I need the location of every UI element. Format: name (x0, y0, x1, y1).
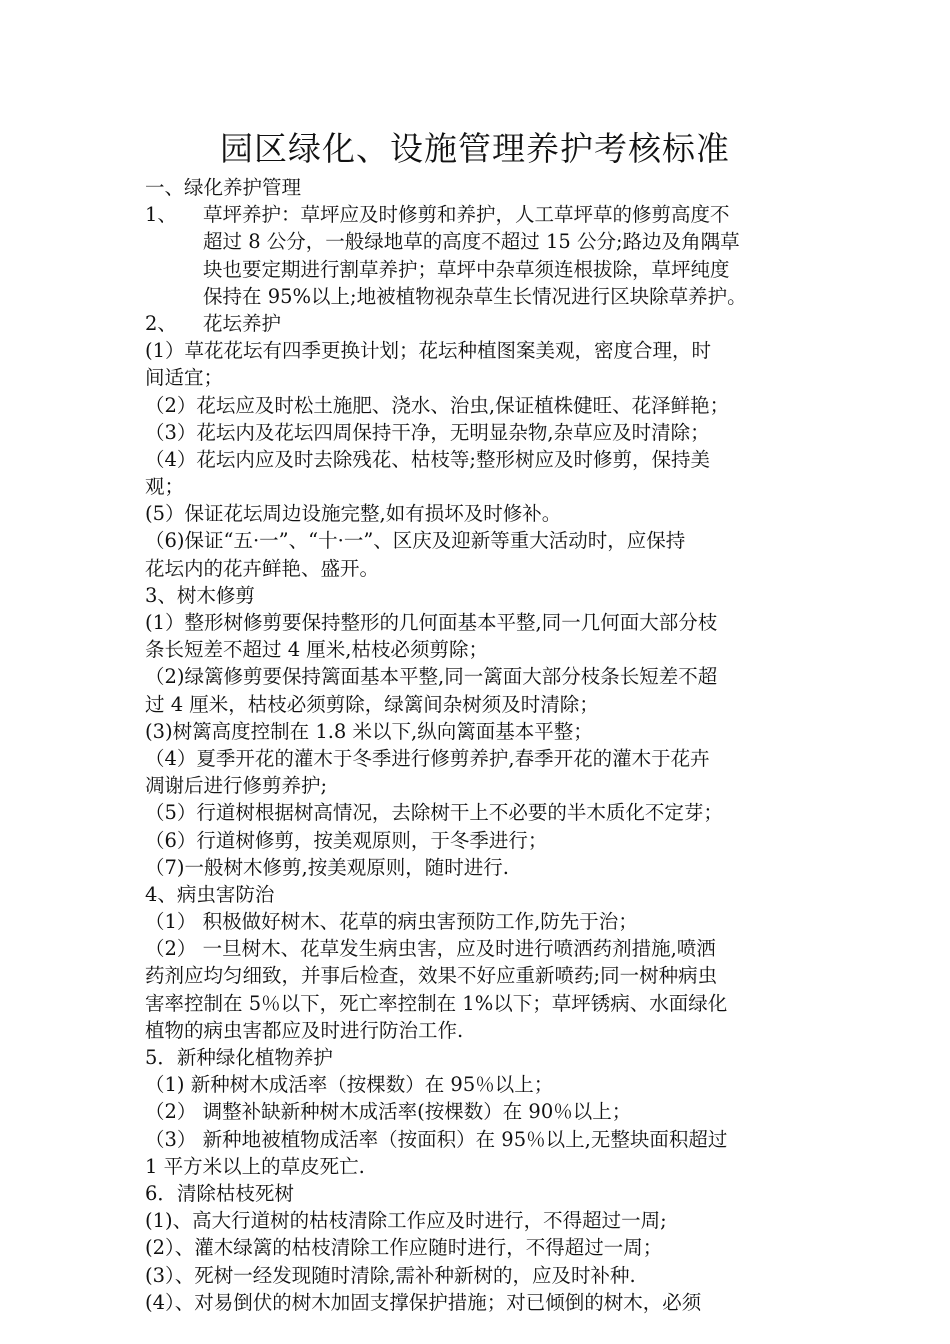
paragraph-line: 害率控制在 5％以下，死亡率控制在 1%以下；草坪锈病、水面绿化 (145, 991, 728, 1015)
paragraph-line: （4）花坛内应及时去除残花、枯枝等;整形树应及时修剪，保持美 (145, 447, 710, 471)
paragraph-line: 观； (145, 475, 185, 499)
paragraph-line: (3)树篱高度控制在 1.8 米以下,纵向篱面基本平整； (145, 719, 593, 743)
paragraph-line: （5）行道树根据树高情况，去除树干上不必要的半木质化不定芽； (145, 801, 723, 825)
paragraph-line: （1) 新种树木成活率（按棵数）在 95％以上； (145, 1073, 554, 1097)
paragraph-line: 4、病虫害防治 (145, 882, 275, 906)
paragraph-line: （4）夏季开花的灌木于冬季进行修剪养护,春季开花的灌木于花卉 (145, 746, 710, 770)
paragraph-line: （6）行道树修剪，按美观原则，于冬季进行； (145, 828, 548, 852)
paragraph-line: （7)一般树木修剪,按美观原则，随时进行. (145, 855, 509, 879)
paragraph-line: 1 平方米以上的草皮死亡. (145, 1154, 365, 1178)
paragraph-line: 植物的病虫害都应及时进行防治工作. (145, 1018, 464, 1042)
paragraph-line: 药剂应均匀细致，并事后检查，效果不好应重新喷药;同一树种病虫 (145, 964, 718, 988)
paragraph-line: 条长短差不超过 4 厘米,枯枝必须剪除； (145, 638, 489, 662)
paragraph-line: (1)、高大行道树的枯枝清除工作应及时进行，不得超过一周; (145, 1209, 667, 1233)
paragraph-line: (3）、死树一经发现随时清除,需补种新树的，应及时补种. (145, 1263, 636, 1287)
paragraph-line: 3、树木修剪 (145, 583, 255, 607)
paragraph-line: 过 4 厘米，枯枝必须剪除，绿篱间杂树须及时清除； (145, 692, 599, 716)
paragraph-line: 凋谢后进行修剪养护; (145, 774, 328, 798)
paragraph-line: （6)保证“五·一”、“十·一”、区庆及迎新等重大活动时，应保持 (145, 529, 686, 553)
paragraph-line: (4）、对易倒伏的树木加固支撑保护措施；对已倾倒的树木，必须 (145, 1290, 702, 1314)
paragraph-line: （1） 积极做好树木、花草的病虫害预防工作,防先于治； (145, 910, 638, 934)
item-number: 1、 (145, 203, 177, 227)
paragraph-line: 超过 8 公分，一般绿地草的高度不超过 15 公分;路边及角隅草 (203, 230, 740, 254)
paragraph-line: （2)绿篱修剪要保持篱面基本平整,同一篱面大部分枝条长短差不超 (145, 665, 718, 689)
item-text: 花坛养护 (203, 311, 282, 335)
list-item-lawn (145, 201, 810, 310)
paragraph-line: (1）草花花坛有四季更换计划；花坛种植图案美观，密度合理，时 (145, 339, 712, 363)
paragraph-line: (2）、灌木绿篱的枯枝清除工作应随时进行，不得超过一周； (145, 1236, 663, 1260)
paragraph-line: 间适宜； (145, 366, 224, 390)
paragraph-line: （2） 一旦树木、花草发生病虫害，应及时进行喷洒药剂措施,喷洒 (145, 937, 716, 961)
paragraph-line: （3） 新种地被植物成活率（按面积）在 95％以上,无整块面积超过 (145, 1127, 728, 1151)
item-text: 草坪养护：草坪应及时修剪和养护，人工草坪草的修剪高度不 (203, 203, 730, 227)
paragraph-line: (5）保证花坛周边设施完整,如有损坏及时修补。 (145, 502, 562, 526)
section-heading: 一、绿化养护管理 (145, 176, 302, 199)
paragraph-line: （2） 调整补缺新种树木成活率(按棵数）在 90％以上； (145, 1100, 632, 1124)
paragraph-line: (1）整形树修剪要保持整形的几何面基本平整,同一几何面大部分枝 (145, 611, 718, 634)
paragraph-line: 保持在 95%以上;地被植物视杂草生长情况进行区块除草养护。 (203, 284, 747, 308)
document-title: 园区绿化、设施管理养护考核标准 (220, 129, 730, 168)
body-lines (145, 337, 810, 1316)
paragraph-line: 花坛内的花卉鲜艳、盛开。 (145, 556, 380, 580)
document-body (145, 174, 810, 1316)
paragraph-line: （3）花坛内及花坛四周保持干净，无明显杂物,杂草应及时清除； (145, 420, 710, 444)
paragraph-line: 5．新种绿化植物养护 (145, 1046, 333, 1069)
paragraph-line: 块也要定期进行割草养护；草坪中杂草须连根拔除，草坪纯度 (203, 257, 730, 281)
paragraph-line: （2）花坛应及时松土施肥、浇水、治虫,保证植株健旺、花泽鲜艳； (145, 393, 730, 417)
paragraph-line (145, 201, 810, 228)
list-item-flowerbed (145, 310, 810, 337)
item-number: 2、 (145, 311, 177, 335)
paragraph-line: 6．清除枯枝死树 (145, 1181, 294, 1205)
